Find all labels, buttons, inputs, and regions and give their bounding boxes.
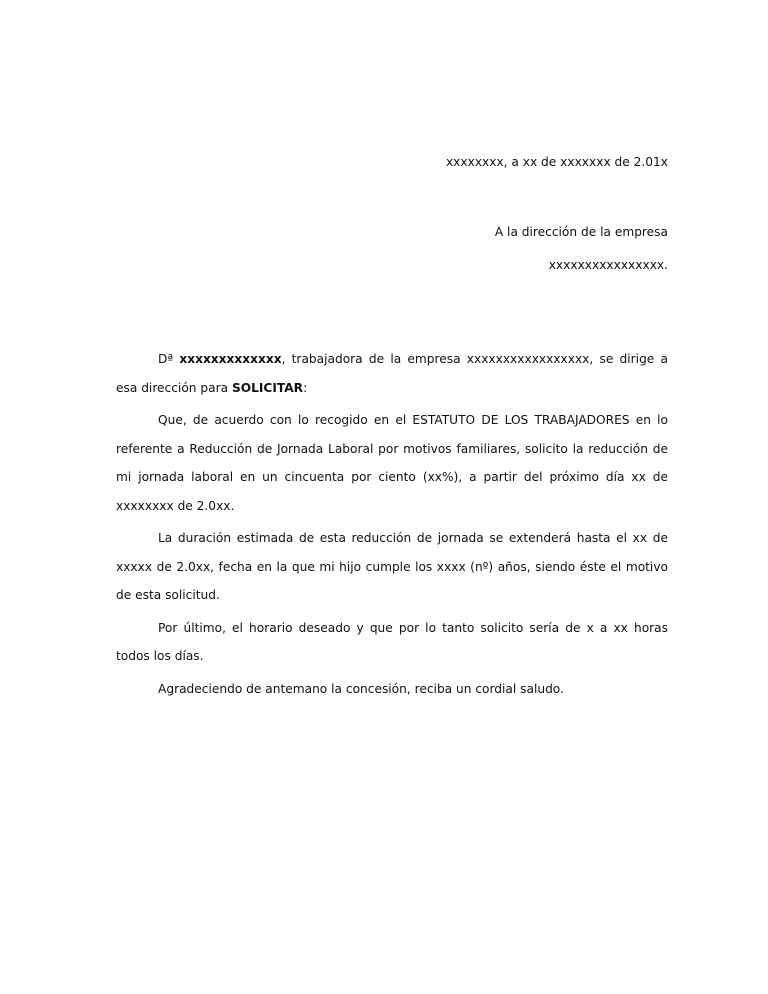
letter-body (116, 345, 668, 707)
paragraph-closing: Agradeciendo de antemano la concesión, reciba un cordial saludo. (158, 681, 564, 696)
paragraph-request: Que, de acuerdo con lo recogido en el ESTATUTO DE LOS TRABAJADORES en lo referente a Reducción de Jornada Laboral por motivos familiares, solicito la reducción de mi jornada laboral en un cincuenta por ciento (xx%), a partir del próximo día xx de xxxxxxxx de 2.0xx. (116, 413, 668, 513)
recipient-line: A la dirección de la empresa (494, 225, 668, 239)
paragraph-schedule: Por último, el horario deseado y que por lo tanto solicito sería de x a xx horas todos los días. (116, 620, 668, 663)
place-date-line: xxxxxxxx, a xx de xxxxxxx de 2.01x (445, 155, 668, 169)
applicant-name: xxxxxxxxxxxxx (179, 352, 282, 366)
intro-text: , trabajadora de la empresa xxxxxxxxxxxxxxxxx, se dirige a esa dirección para (116, 352, 668, 395)
intro-suffix: : (303, 380, 308, 395)
paragraph-duration: La duración estimada de esta reducción de jornada se extenderá hasta el xx de xxxxx de 2.0xx, fecha en la que mi hijo cumple los xxxx (nº) años, siendo éste el motivo de esta solicitud. (116, 531, 668, 602)
request-keyword: SOLICITAR (231, 380, 304, 395)
company-name-line: xxxxxxxxxxxxxxxx. (548, 258, 668, 272)
title-prefix: Dª (158, 352, 180, 366)
paragraph-introduction (116, 345, 668, 402)
